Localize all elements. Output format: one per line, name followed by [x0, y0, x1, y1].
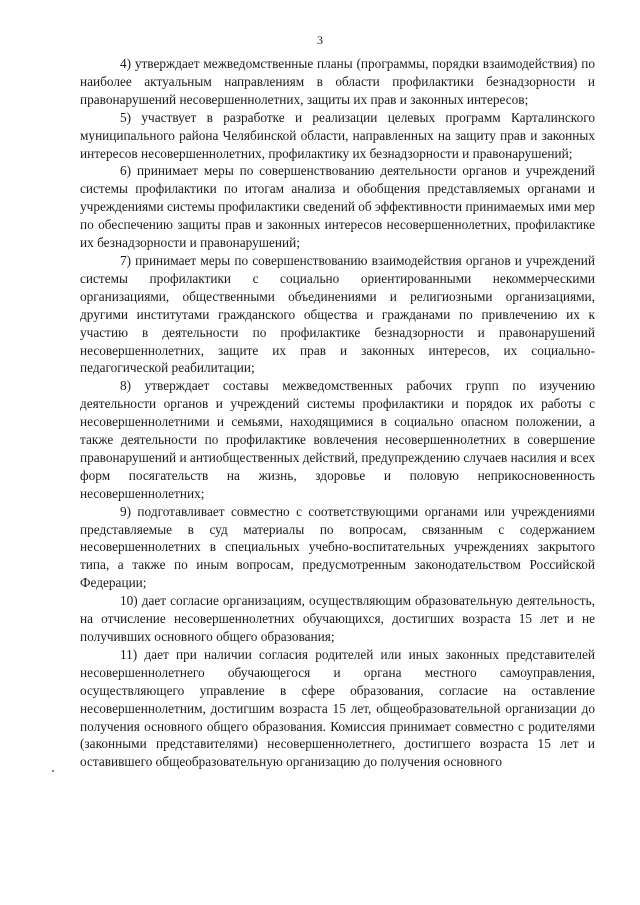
- paragraph-item-5: 5) участвует в разработке и реализации целевых программ Карталинского муниципального района Челябинской области, направленных на защиту прав и законных интересов несовершеннолетних, профилактику их безнадзорности и правонарушений;: [80, 109, 595, 161]
- page-number: 3: [317, 33, 323, 47]
- paragraph-item-8: 8) утверждает составы межведомственных рабочих групп по изучению деятельности органов и учреждений системы профилактики и порядок их работы с несовершеннолетними и семьями, находящимися в социально опасном положении, а также деятельности по профилактике вовлечения несовершеннолетних в совершение правонарушений и антиобщественных действий, предупреждению случаев насилия и всех форм посягательств на жизнь, здоровье и половую неприкосновенность несовершеннолетних;: [80, 378, 595, 501]
- paragraph-item-11: 11) дает при наличии согласия родителей или иных законных представителей несовершеннолетнего обучающегося и органа местного самоуправления, осуществляющего управление в сфере образования, согласие на оставление несовершеннолетним, достигшим возраста 15 лет, общеобразовательной организации до получения основного общего образования. Комиссия принимает совместно с родителями (законными представителями) несовершеннолетнего, достигшего возраста 15 лет и оставившего общеобразовательную организацию до получения основного: [80, 646, 595, 770]
- document-body: [80, 55, 595, 771]
- paragraph-item-7: 7) принимает меры по совершенствованию взаимодействия органов и учреждений системы профилактики с социально ориентированными некоммерческими организациями, общественными объединениями и религиозными организациями, другими институтами гражданского общества и гражданами по привлечению их к участию в деятельности по профилактике безнадзорности и правонарушений несовершеннолетних, защите их прав и законных интересов, их социально-педагогической реабилитации;: [80, 252, 595, 376]
- paragraph-item-10: 10) дает согласие организациям, осуществляющим образовательную деятельность, на отчисление несовершеннолетних обучающихся, достигших возраста 15 лет и не получивших основного общего образования;: [80, 593, 595, 644]
- paragraph-item-6: 6) принимает меры по совершенствованию деятельности органов и учреждений системы профилактики по итогам анализа и обобщения представляемых органами и учреждениями системы профилактики сведений об эффективности принимаемых ими мер по обеспечению защиты прав и законных интересов несовершеннолетних, профилактике их безнадзорности и правонарушений;: [80, 163, 595, 251]
- paragraph-item-4: 4) утверждает межведомственные планы (программы, порядки взаимодействия) по наиболее актуальным направлениям в области профилактики безнадзорности и правонарушений несовершеннолетних, защиты их прав и законных интересов;: [80, 56, 595, 107]
- paragraph-item-9: 9) подготавливает совместно с соответствующими органами или учреждениями представляемые в суд материалы по вопросам, связанным с содержанием несовершеннолетних в специальных учебно-воспитательных учреждениях закрытого типа, а также по иным вопросам, предусмотренным законодательством Российской Федерации;: [80, 503, 595, 591]
- scan-artifact-dot: [52, 770, 54, 772]
